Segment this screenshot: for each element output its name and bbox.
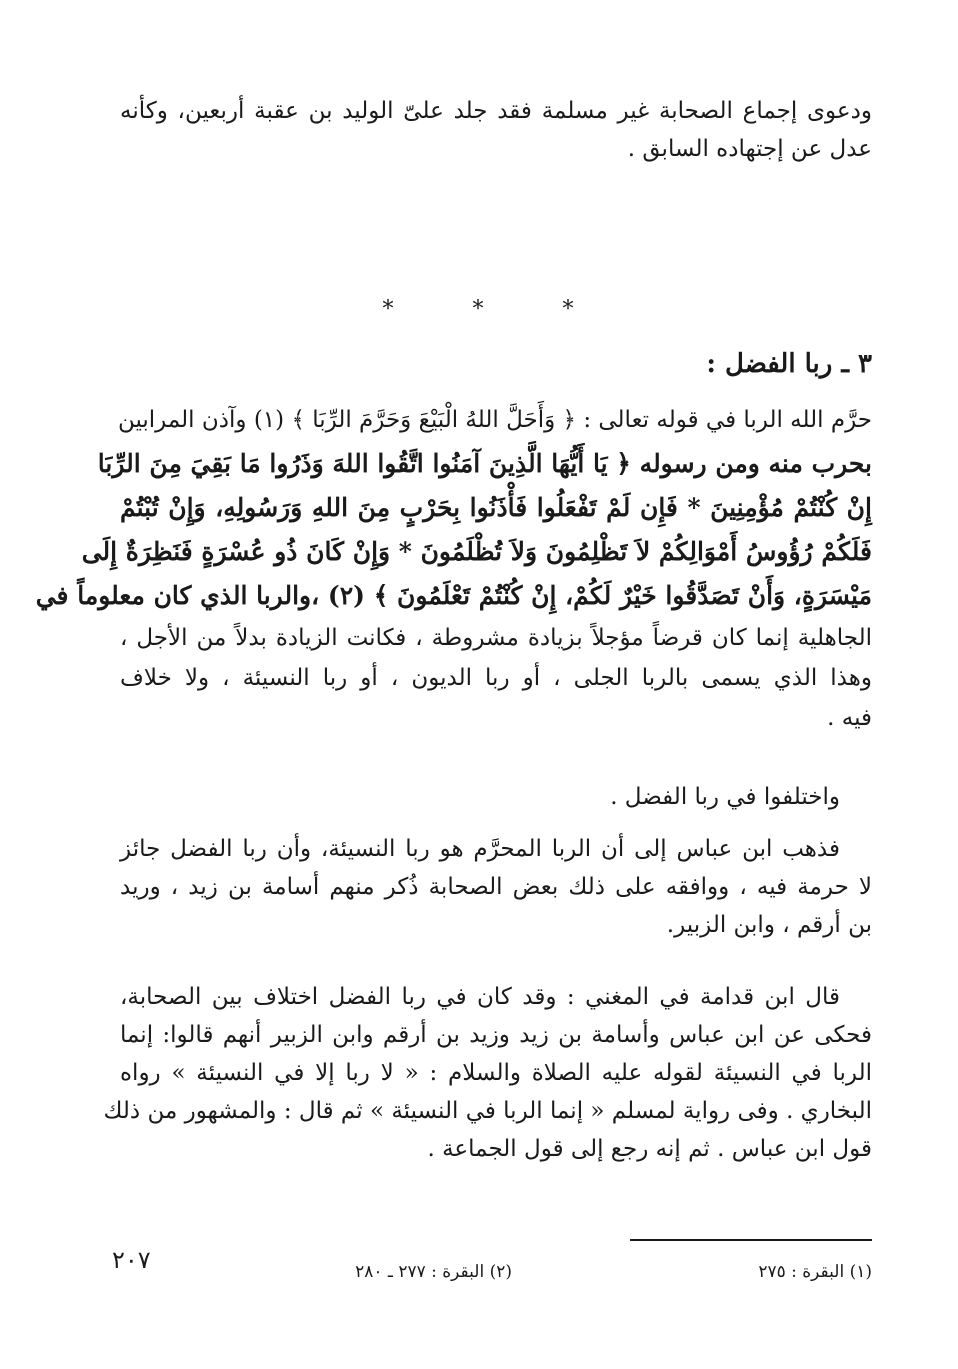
paragraph-4 <box>120 830 872 944</box>
paragraph-4-line: بن أرقم ، وابن الزبير. <box>666 912 872 938</box>
paragraph-2-line: فيه . <box>827 705 872 731</box>
page-number: ٢٠٧ <box>112 1246 151 1274</box>
paragraph-3 <box>120 778 872 816</box>
paragraph-5-line: قول ابن عباس . ثم إنه رجع إلى قول الجماعة . <box>427 1136 872 1162</box>
paragraph-3-line: واختلفوا في ربا الفضل . <box>610 784 840 810</box>
footnote-separator <box>630 1239 872 1241</box>
paragraph-4-line: لا حرمة فيه ، ووافقه على ذلك بعض الصحابة ذُكر منهم أسامة بن زيد ، وريد <box>120 874 872 900</box>
paragraph-4-line: فذهب ابن عباس إلى أن الربا المحرَّم هو ربا النسيئة، وأن ربا الفضل جائز <box>120 836 840 862</box>
paragraph-2-line: إِنْ كُنْتُمْ مُؤْمِنِينَ * فَإِن لَمْ تَفْعَلُوا فَأْذَنُوا بِحَرْبٍ مِنَ اللهِ وَرَسُولِهِ، وَإِنْ تُبْتُمْ <box>120 493 872 522</box>
section-heading: ٣ ـ ربا الفضل : <box>706 349 872 379</box>
footnote-2: (٢) البقرة : ٢٧٧ ـ ٢٨٠ <box>355 1262 512 1282</box>
paragraph-5-line: فحكى عن ابن عباس وأسامة بن زيد وزيد بن أرقم وابن الزبير أنهم قالوا: إنما <box>120 1022 872 1048</box>
paragraph-5-line: قال ابن قدامة في المغني : وقد كان في ربا الفضل اختلاف بين الصحابة، <box>120 984 840 1010</box>
paragraph-2-line: فَلَكُمْ رُؤُوسُ أَمْوَالِكُمْ لاَ تَظْلِمُونَ وَلاَ تُظْلَمُونَ * وَإِنْ كَانَ ذُو عُسْرَةٍ فَنَظِرَةٌ إِلَى <box>81 537 872 566</box>
paragraph-2-line: الجاهلية إنما كان قرضاً مؤجلاً بزيادة مشروطة ، فكانت الزيادة بدلاً من الأجل ، <box>120 625 872 651</box>
paragraph-1 <box>120 92 872 188</box>
section-separator-stars: * * * <box>382 297 610 322</box>
paragraph-2-line: بحرب منه ومن رسوله ﴿ يَا أَيُّهَا الَّذِينَ آمَنُوا اتَّقُوا اللهَ وَذَرُوا مَا بَقِيَ مِنَ الرِّبَا <box>97 449 872 478</box>
paragraph-5 <box>103 978 872 1168</box>
footnote-1: (١) البقرة : ٢٧٥ <box>758 1262 872 1282</box>
paragraph-2 <box>35 398 872 738</box>
paragraph-5-line: الربا في النسيئة لقوله عليه الصلاة والسلام : « لا ربا إلا في النسيئة » رواه <box>120 1060 872 1086</box>
paragraph-2-line: وهذا الذي يسمى بالربا الجلى ، أو ربا الديون ، أو ربا النسيئة ، ولا خلاف <box>120 665 872 691</box>
paragraph-1-line: عدل عن إجتهاده السابق . <box>627 136 872 162</box>
footnotes <box>120 1258 872 1288</box>
paragraph-1-line: ودعوى إجماع الصحابة غير مسلمة فقد جلد علىّ الوليد بن عقبة أربعين، وكأنه <box>120 98 872 124</box>
paragraph-2-line: حرَّم الله الربا في قوله تعالى : ﴿ وَأَحَلَّ اللهُ الْبَيْعَ وَحَرَّمَ الرِّبَا ﴾ (١) وآذن المرابين <box>117 407 872 433</box>
paragraph-5-line: البخاري . وفى رواية لمسلم « إنما الربا في النسيئة » ثم قال : والمشهور من ذلك <box>103 1098 872 1124</box>
paragraph-2-line: مَيْسَرَةٍ، وَأَنْ تَصَدَّقُوا خَيْرٌ لَكُمْ، إِنْ كُنْتُمْ تَعْلَمُونَ ﴾ (٢) ،والربا الذي كان معلوماً في <box>35 581 872 610</box>
